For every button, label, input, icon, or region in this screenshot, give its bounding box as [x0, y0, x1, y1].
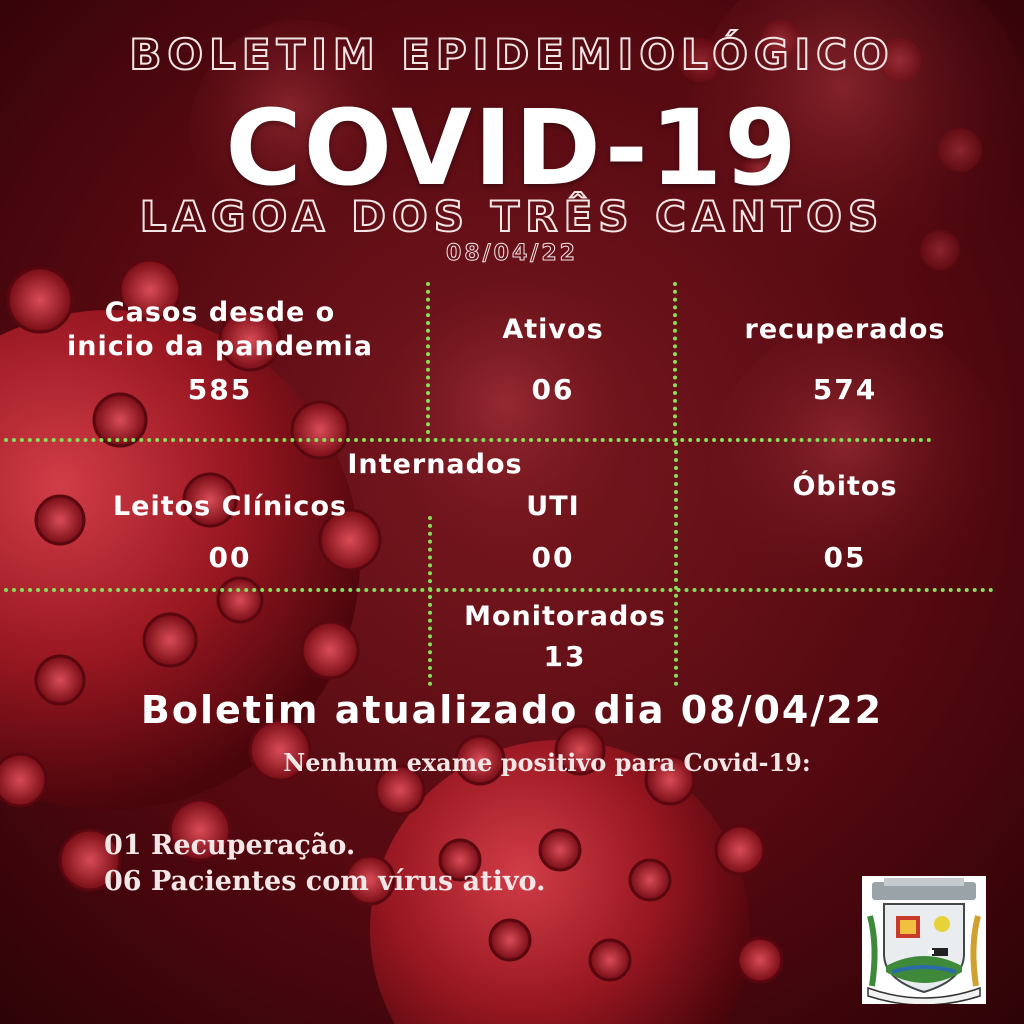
recovery-line: 01 Recuperação. — [104, 830, 356, 861]
updated-notice: Boletim atualizado dia 08/04/22 — [140, 688, 884, 732]
municipal-crest — [862, 876, 986, 1004]
hospitalized-label: Internados — [347, 449, 523, 480]
clinical-beds-value: 00 — [208, 541, 252, 574]
grid-divider-horizontal-2 — [4, 588, 994, 592]
bulletin-date: 08/04/22 — [446, 241, 578, 266]
active-value: 06 — [531, 373, 575, 406]
grid-divider-vertical-1 — [426, 282, 430, 442]
cases-total-label-line1: Casos desde o — [104, 297, 336, 328]
recovered-label: recuperados — [744, 314, 946, 345]
cases-total-value: 585 — [187, 373, 253, 406]
deaths-label: Óbitos — [792, 471, 898, 502]
clinical-beds-label: Leitos Clínicos — [112, 491, 348, 522]
city-name: LAGOA DOS TRÊS CANTOS — [139, 192, 885, 241]
page-title: COVID-19 — [225, 87, 799, 209]
active-virus-line: 06 Pacientes com vírus ativo. — [104, 866, 546, 897]
negative-tests-note: Nenhum exame positivo para Covid-19: — [283, 748, 811, 777]
grid-divider-vertical-2 — [673, 282, 677, 442]
recovered-value: 574 — [812, 373, 878, 406]
crest-emblem-icon — [862, 876, 986, 1004]
grid-divider-horizontal-1 — [4, 438, 932, 442]
cases-total-label — [40, 296, 400, 364]
monitored-value: 13 — [543, 640, 587, 673]
cases-total-label-line2: inicio da pandemia — [67, 331, 373, 362]
bulletin-subtitle: BOLETIM EPIDEMIOLÓGICO — [129, 30, 895, 79]
active-label: Ativos — [502, 314, 604, 345]
deaths-value: 05 — [823, 541, 867, 574]
monitored-label: Monitorados — [464, 601, 666, 632]
icu-label: UTI — [526, 491, 580, 522]
icu-value: 00 — [531, 541, 575, 574]
